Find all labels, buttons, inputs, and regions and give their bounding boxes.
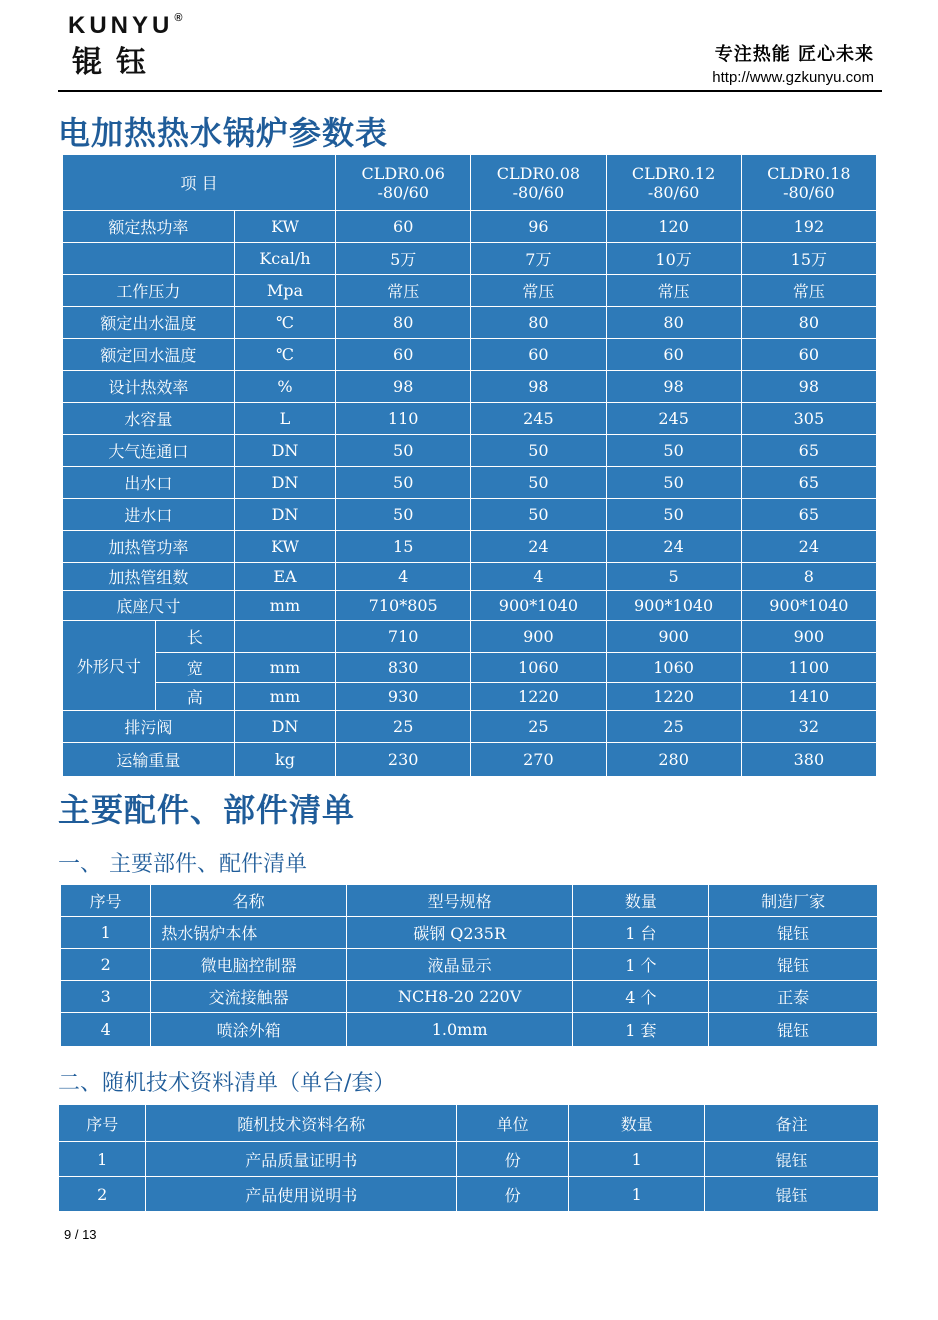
table-cell: 锟钰 [705, 1177, 879, 1212]
dims-sub-cell: 长 [155, 621, 234, 653]
value-cell: 24 [606, 531, 741, 563]
param-name-cell: 设计热效率 [63, 371, 235, 403]
table-row [63, 435, 877, 467]
value-cell: 280 [606, 743, 741, 777]
unit-cell: DN [234, 435, 335, 467]
value-cell: 常压 [606, 275, 741, 307]
value-cell: 15万 [741, 243, 876, 275]
value-cell: 8 [741, 563, 876, 591]
value-cell: 1410 [741, 683, 876, 711]
value-cell: 50 [606, 467, 741, 499]
value-cell: 25 [336, 711, 471, 743]
param-name-cell: 进水口 [63, 499, 235, 531]
unit-cell: mm [234, 683, 335, 711]
table-cell: 锟钰 [709, 949, 878, 981]
param-name-cell: 加热管功率 [63, 531, 235, 563]
value-cell: 50 [336, 499, 471, 531]
param-name-cell: 额定回水温度 [63, 339, 235, 371]
param-name-cell: 底座尺寸 [63, 591, 235, 621]
unit-cell [234, 621, 335, 653]
table-cell: 2 [59, 1177, 146, 1212]
unit-cell: ℃ [234, 339, 335, 371]
value-cell: 98 [606, 371, 741, 403]
value-cell: 98 [741, 371, 876, 403]
unit-cell: L [234, 403, 335, 435]
table-cell: NCH8-20 220V [346, 981, 573, 1013]
value-cell: 900*1040 [741, 591, 876, 621]
page-number: 9 / 13 [64, 1227, 97, 1242]
table-row [63, 339, 877, 371]
unit-cell: mm [234, 653, 335, 683]
table-cell: 产品使用说明书 [146, 1177, 457, 1212]
model-header-cell: CLDR0.12 -80/60 [606, 155, 741, 211]
value-cell: 98 [336, 371, 471, 403]
value-cell: 60 [741, 339, 876, 371]
header-cell: 制造厂家 [709, 885, 878, 917]
header-cell: 数量 [573, 885, 709, 917]
value-cell: 1220 [606, 683, 741, 711]
value-cell: 900*1040 [471, 591, 606, 621]
value-cell: 900*1040 [606, 591, 741, 621]
value-cell: 245 [471, 403, 606, 435]
header-cell: 单位 [457, 1105, 569, 1142]
unit-cell: DN [234, 467, 335, 499]
value-cell: 常压 [741, 275, 876, 307]
value-cell: 1060 [606, 653, 741, 683]
value-cell: 60 [606, 339, 741, 371]
parts-title: 主要配件、部件清单 [58, 791, 356, 829]
header-cell: 项 目 [63, 155, 336, 211]
table-cell: 交流接触器 [151, 981, 347, 1013]
value-cell: 5万 [336, 243, 471, 275]
value-cell: 110 [336, 403, 471, 435]
logo-en: KUNYU® [68, 12, 183, 39]
param-name-cell: 工作压力 [63, 275, 235, 307]
value-cell: 50 [606, 499, 741, 531]
value-cell: 80 [606, 307, 741, 339]
header-cell: 名称 [151, 885, 347, 917]
table-cell: 1 [569, 1177, 705, 1212]
value-cell: 192 [741, 211, 876, 243]
dims-sub-cell: 高 [155, 683, 234, 711]
param-name-cell: 运输重量 [63, 743, 235, 777]
logo-cn: 锟钰 [72, 45, 160, 80]
spec-table [62, 154, 877, 777]
table-cell: 喷涂外箱 [151, 1013, 347, 1047]
value-cell: 50 [471, 467, 606, 499]
param-name-cell [63, 243, 235, 275]
table-row [63, 467, 877, 499]
docs-subtitle: 二、随机技术资料清单（单台/套） [58, 1071, 396, 1096]
header-divider [58, 90, 882, 92]
value-cell: 900 [471, 621, 606, 653]
value-cell: 1100 [741, 653, 876, 683]
value-cell: 25 [471, 711, 606, 743]
header-cell: 序号 [59, 1105, 146, 1142]
unit-cell: EA [234, 563, 335, 591]
slogan: 专注热能 匠心未来 [714, 44, 874, 65]
table-cell: 锟钰 [709, 917, 878, 949]
value-cell: 1060 [471, 653, 606, 683]
value-cell: 5 [606, 563, 741, 591]
model-header-cell: CLDR0.06 -80/60 [336, 155, 471, 211]
value-cell: 60 [336, 339, 471, 371]
table-row [61, 885, 878, 917]
value-cell: 830 [336, 653, 471, 683]
value-cell: 710 [336, 621, 471, 653]
unit-cell: DN [234, 711, 335, 743]
unit-cell: KW [234, 531, 335, 563]
table-cell: 1 套 [573, 1013, 709, 1047]
value-cell: 4 [336, 563, 471, 591]
table-row [63, 155, 877, 211]
value-cell: 270 [471, 743, 606, 777]
table-row [59, 1105, 879, 1142]
value-cell: 80 [741, 307, 876, 339]
header-cell: 型号规格 [346, 885, 573, 917]
parts-subtitle: 一、 主要部件、配件清单 [58, 852, 307, 877]
value-cell: 60 [336, 211, 471, 243]
value-cell: 7万 [471, 243, 606, 275]
value-cell: 15 [336, 531, 471, 563]
value-cell: 60 [471, 339, 606, 371]
value-cell: 25 [606, 711, 741, 743]
value-cell: 930 [336, 683, 471, 711]
table-cell: 1 [61, 917, 151, 949]
table-cell: 1 个 [573, 949, 709, 981]
table-row [59, 1142, 879, 1177]
unit-cell: mm [234, 591, 335, 621]
header-cell: 随机技术资料名称 [146, 1105, 457, 1142]
value-cell: 230 [336, 743, 471, 777]
header-cell: 备注 [705, 1105, 879, 1142]
param-name-cell: 大气连通口 [63, 435, 235, 467]
table-row [63, 563, 877, 591]
unit-cell: kg [234, 743, 335, 777]
table-cell: 2 [61, 949, 151, 981]
table-row [63, 499, 877, 531]
table-row [63, 531, 877, 563]
table-cell: 正泰 [709, 981, 878, 1013]
value-cell: 4 [471, 563, 606, 591]
value-cell: 50 [336, 435, 471, 467]
value-cell: 32 [741, 711, 876, 743]
value-cell: 380 [741, 743, 876, 777]
value-cell: 50 [606, 435, 741, 467]
table-row [61, 949, 878, 981]
table-cell: 3 [61, 981, 151, 1013]
dims-sub-cell: 宽 [155, 653, 234, 683]
value-cell: 24 [741, 531, 876, 563]
header-cell: 序号 [61, 885, 151, 917]
table-cell: 液晶显示 [346, 949, 573, 981]
table-cell: 热水锅炉本体 [151, 917, 347, 949]
table-row [59, 1177, 879, 1212]
unit-cell: ℃ [234, 307, 335, 339]
dims-name-cell: 外形尺寸 [63, 621, 156, 711]
value-cell: 65 [741, 467, 876, 499]
value-cell: 50 [471, 435, 606, 467]
value-cell: 245 [606, 403, 741, 435]
table-cell: 4 个 [573, 981, 709, 1013]
table-cell: 微电脑控制器 [151, 949, 347, 981]
value-cell: 120 [606, 211, 741, 243]
table-row [63, 211, 877, 243]
header-cell: 数量 [569, 1105, 705, 1142]
table-cell: 4 [61, 1013, 151, 1047]
table-row [63, 743, 877, 777]
website-url[interactable]: http://www.gzkunyu.com [712, 69, 874, 86]
value-cell: 900 [741, 621, 876, 653]
value-cell: 65 [741, 435, 876, 467]
table-row [63, 371, 877, 403]
value-cell: 1220 [471, 683, 606, 711]
value-cell: 305 [741, 403, 876, 435]
table-cell: 锟钰 [705, 1142, 879, 1177]
table-row [63, 307, 877, 339]
table-row [63, 683, 877, 711]
table-cell: 碳钢 Q235R [346, 917, 573, 949]
value-cell: 50 [471, 499, 606, 531]
value-cell: 900 [606, 621, 741, 653]
param-name-cell: 额定出水温度 [63, 307, 235, 339]
table-cell: 产品质量证明书 [146, 1142, 457, 1177]
unit-cell: KW [234, 211, 335, 243]
table-row [63, 711, 877, 743]
value-cell: 710*805 [336, 591, 471, 621]
table-row [63, 403, 877, 435]
table-cell: 1 [569, 1142, 705, 1177]
param-name-cell: 排污阀 [63, 711, 235, 743]
value-cell: 10万 [606, 243, 741, 275]
table-row [63, 653, 877, 683]
value-cell: 常压 [336, 275, 471, 307]
table-cell: 份 [457, 1177, 569, 1212]
value-cell: 80 [336, 307, 471, 339]
table-cell: 锟钰 [709, 1013, 878, 1047]
param-name-cell: 额定热功率 [63, 211, 235, 243]
value-cell: 24 [471, 531, 606, 563]
docs-table [58, 1104, 879, 1212]
param-name-cell: 出水口 [63, 467, 235, 499]
value-cell: 80 [471, 307, 606, 339]
table-row [61, 1013, 878, 1047]
unit-cell: % [234, 371, 335, 403]
unit-cell: Kcal/h [234, 243, 335, 275]
table-row [61, 981, 878, 1013]
table-cell: 份 [457, 1142, 569, 1177]
table-cell: 1 [59, 1142, 146, 1177]
model-header-cell: CLDR0.08 -80/60 [471, 155, 606, 211]
value-cell: 50 [336, 467, 471, 499]
value-cell: 98 [471, 371, 606, 403]
table-cell: 1.0mm [346, 1013, 573, 1047]
parts-table [60, 884, 878, 1047]
table-row [63, 591, 877, 621]
spec-title: 电加热热水锅炉参数表 [58, 114, 389, 152]
value-cell: 96 [471, 211, 606, 243]
unit-cell: DN [234, 499, 335, 531]
value-cell: 65 [741, 499, 876, 531]
model-header-cell: CLDR0.18 -80/60 [741, 155, 876, 211]
table-row [63, 621, 877, 653]
param-name-cell: 加热管组数 [63, 563, 235, 591]
table-row [61, 917, 878, 949]
table-cell: 1 台 [573, 917, 709, 949]
table-row [63, 243, 877, 275]
param-name-cell: 水容量 [63, 403, 235, 435]
value-cell: 常压 [471, 275, 606, 307]
unit-cell: Mpa [234, 275, 335, 307]
table-row [63, 275, 877, 307]
